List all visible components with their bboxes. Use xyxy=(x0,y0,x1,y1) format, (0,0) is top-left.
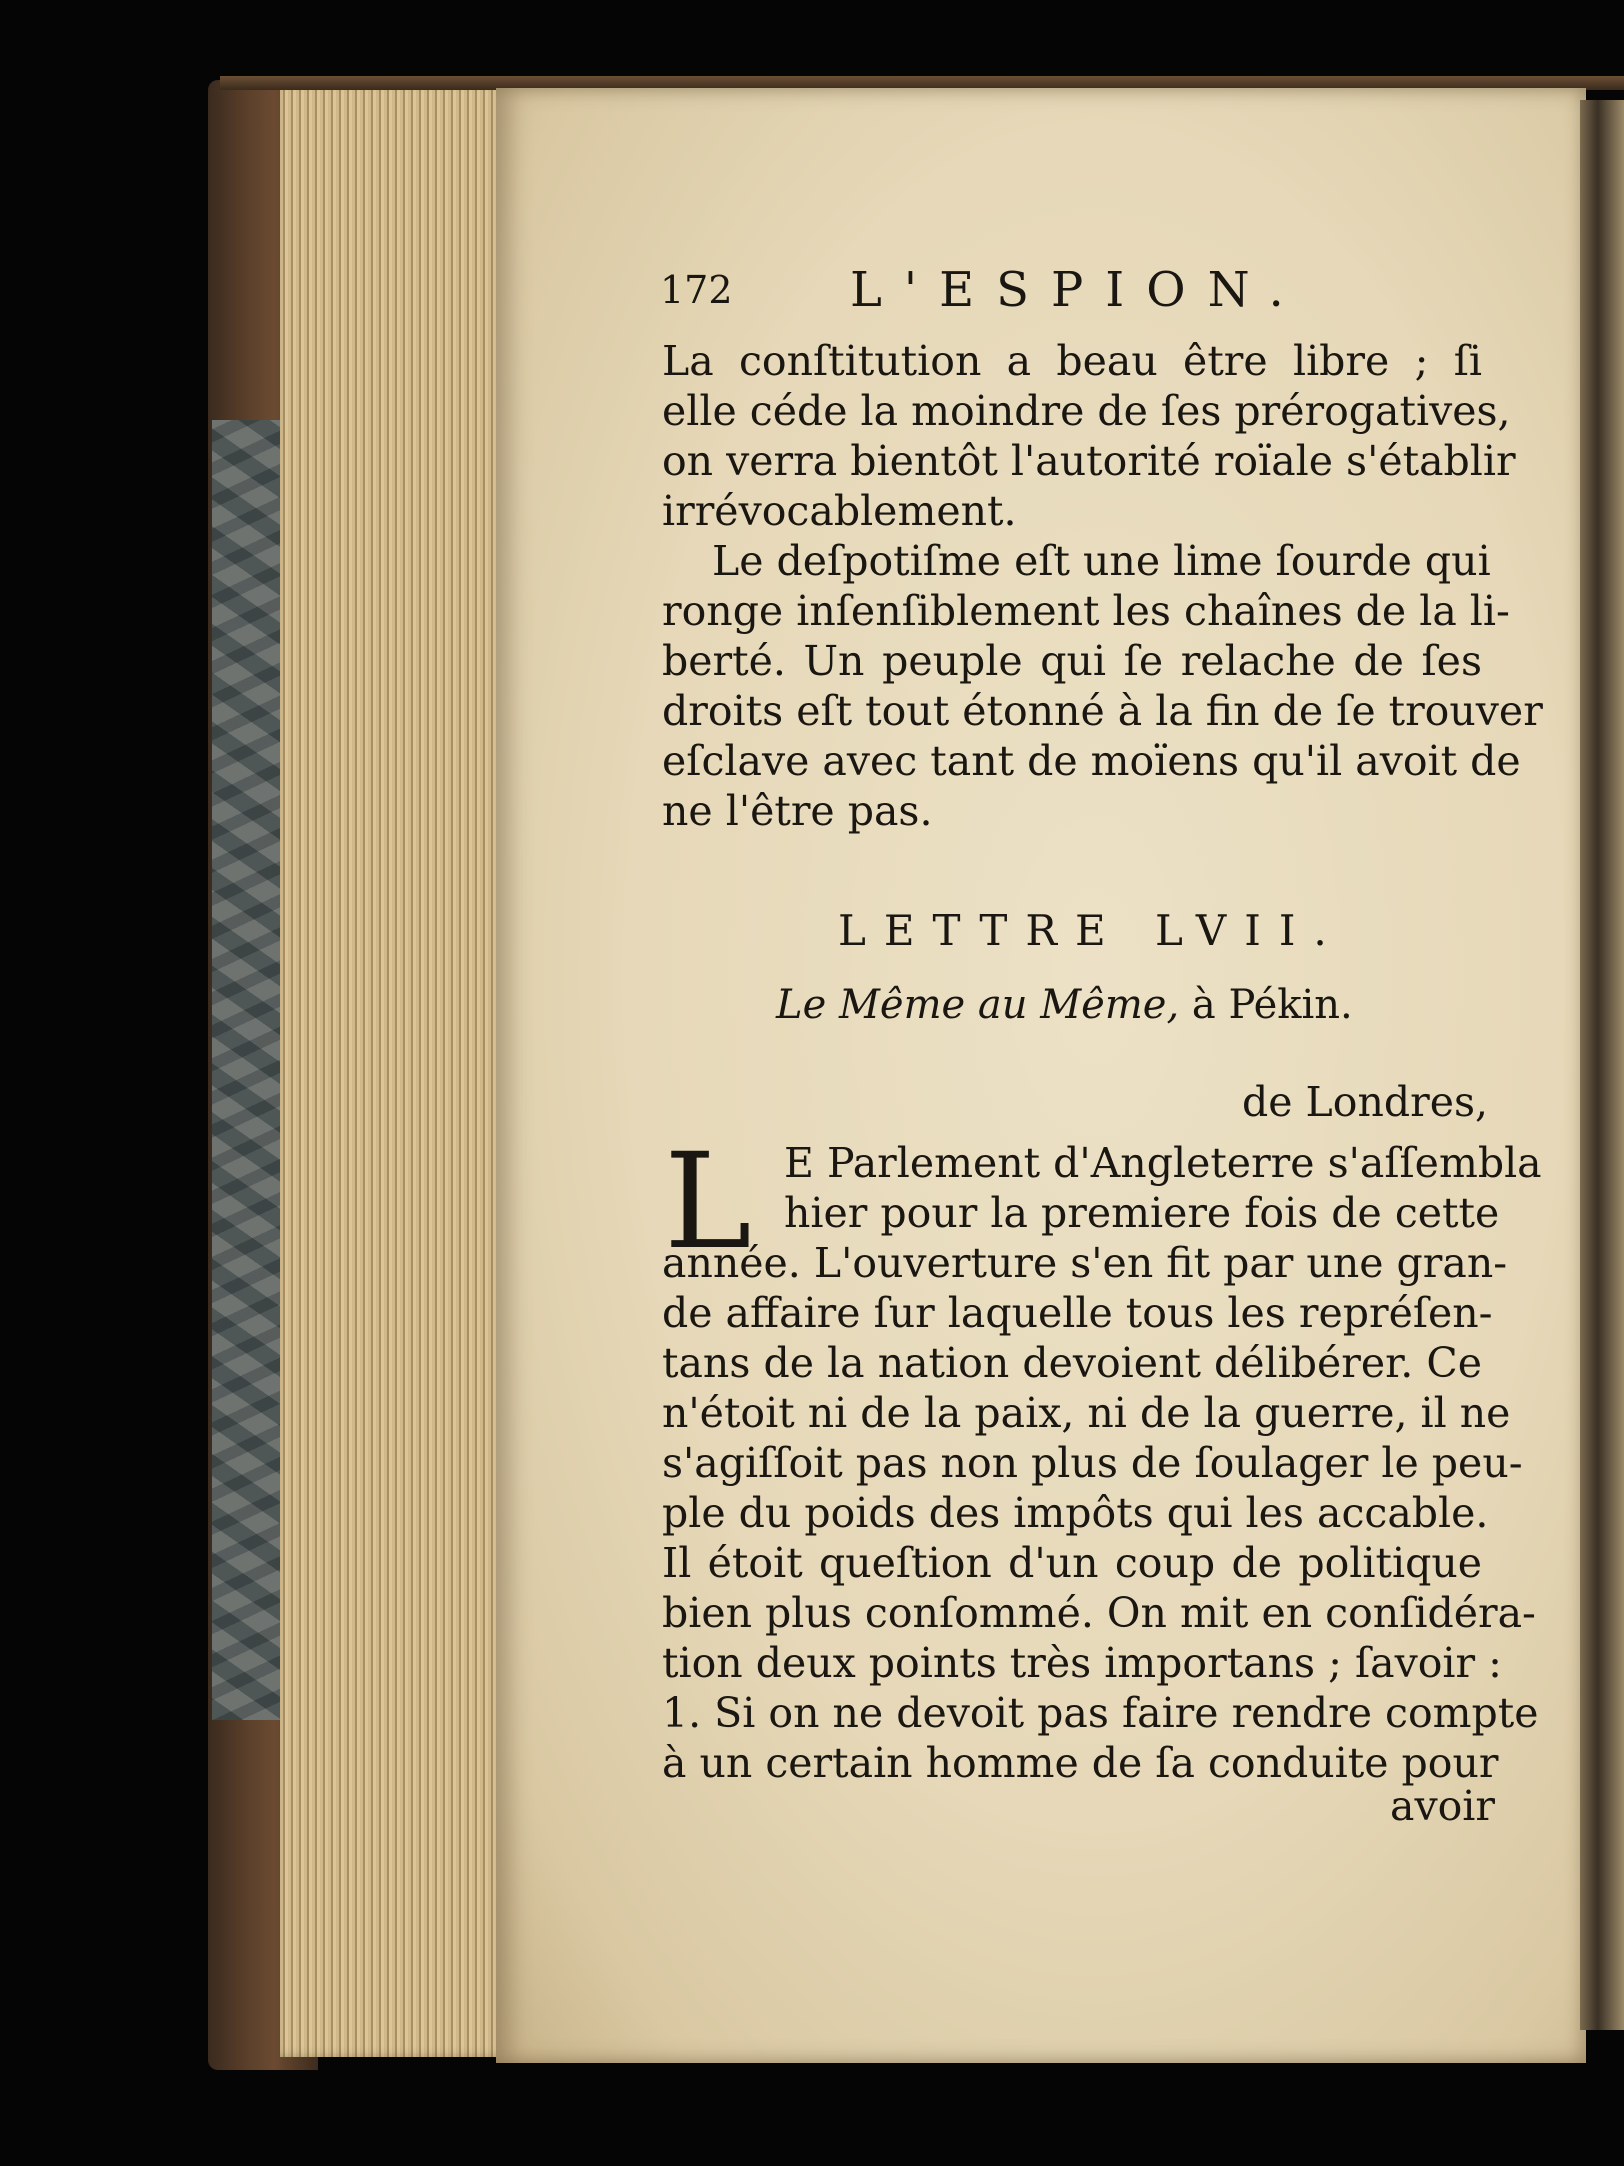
text-line: on verra bientôt l'autorité roïale s'établir xyxy=(662,437,1516,485)
text-line: bien plus conſommé. On mit en conſidéra- xyxy=(662,1589,1536,1637)
text-line: ple du poids des impôts qui les accable. xyxy=(662,1489,1489,1537)
text-line: ne l'être pas. xyxy=(662,787,933,835)
text-line: hier pour la premiere fois de cette xyxy=(784,1189,1500,1237)
page-number: 172 xyxy=(660,268,733,312)
subheading-place: à Pékin. xyxy=(1179,982,1353,1028)
text-line: n'étoit ni de la paix, ni de la guerre, il ne xyxy=(662,1389,1511,1437)
catchword: avoir xyxy=(1390,1782,1496,1830)
text-line: tion deux points très importans ; ſavoir : xyxy=(662,1639,1502,1687)
letter-heading: LETTRE LVII. xyxy=(838,906,1345,955)
text-line: s'agiſſoit pas non plus de ſoulager le peu- xyxy=(662,1439,1523,1487)
text-line: E Parlement d'Angleterre s'aſſembla xyxy=(784,1139,1542,1187)
running-head: L'ESPION. xyxy=(850,262,1306,318)
text-line: elle céde la moindre de ſes prérogatives, xyxy=(662,387,1511,435)
text-line: tans de la nation devoient délibérer. Ce xyxy=(662,1339,1482,1387)
subheading-italic: Le Même au Même, xyxy=(776,982,1180,1028)
text-line: ronge inſenſiblement les chaînes de la li- xyxy=(662,587,1510,635)
page-edges xyxy=(280,82,506,2057)
page-gutter xyxy=(1580,100,1624,2030)
text-line: 1. Si on ne devoit pas faire rendre compte xyxy=(662,1689,1539,1737)
text-line: La conſtitution a beau être libre ; ſi xyxy=(662,337,1482,385)
text-line: année. L'ouverture s'en fit par une gran- xyxy=(662,1239,1508,1287)
letter-subheading xyxy=(776,982,1353,1028)
drop-cap: L xyxy=(664,1125,752,1279)
text-line: eſclave avec tant de moïens qu'il avoit de xyxy=(662,737,1521,785)
text-line: irrévocablement. xyxy=(662,487,1017,535)
text-line: berté. Un peuple qui ſe relache de ſes xyxy=(662,637,1482,685)
text-line: Il étoit queſtion d'un coup de politique xyxy=(662,1539,1482,1587)
text-line: de affaire ſur laquelle tous les repréſen- xyxy=(662,1289,1493,1337)
text-line: droits eſt tout étonné à la fin de ſe trouver xyxy=(662,687,1543,735)
text-line: à un certain homme de ſa conduite pour xyxy=(662,1739,1499,1787)
dateline: de Londres, xyxy=(1242,1078,1489,1126)
text-line: Le deſpotiſme eſt une lime ſourde qui xyxy=(712,537,1491,585)
